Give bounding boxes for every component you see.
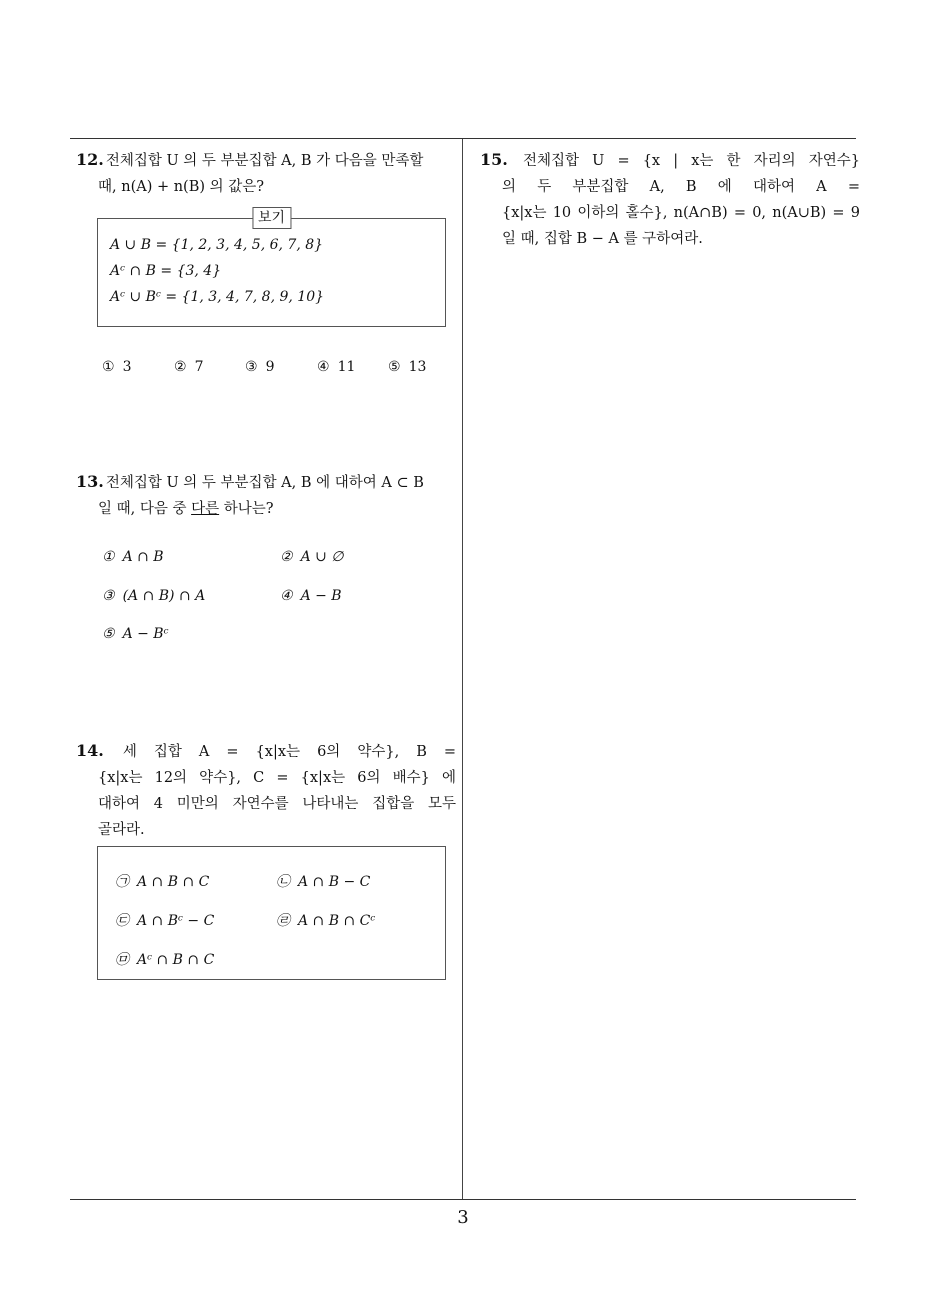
question-15	[480, 147, 860, 252]
page-number: 3	[457, 1207, 469, 1228]
choice-3[interactable]: ③ 9	[245, 359, 275, 375]
question-14	[76, 738, 456, 843]
question-text-line4: 골라라.	[98, 822, 145, 838]
choice-1[interactable]: ① 3	[102, 359, 132, 375]
option-3[interactable]: ㉢ A ∩ Bᶜ − C	[115, 913, 215, 929]
question-text-line1: 전체집합 U = {x | x는 한 자리의 자연수}	[522, 153, 860, 169]
question-text-line3: 대하여 4 미만의 자연수를 나타내는 집합을 모두	[98, 796, 456, 812]
choice-2[interactable]: ② 7	[174, 359, 204, 375]
choice-5[interactable]: ⑤ A − Bᶜ	[102, 626, 169, 642]
top-rule	[70, 138, 856, 139]
option-4[interactable]: ㉣ A ∩ B ∩ Cᶜ	[276, 913, 376, 929]
bogi-line: Aᶜ ∩ B = {3, 4}	[110, 263, 222, 279]
column-divider	[462, 139, 463, 1199]
choice-2[interactable]: ② A ∪ ∅	[280, 549, 344, 565]
question-text-line1: 세 집합 A = {x|x는 6의 약수}, B =	[122, 744, 457, 760]
question-12	[76, 147, 456, 200]
question-13: 13. 전체집합 U 의 두 부분집합 A, B 에 대하여 A ⊂ B 일 때, 다음 중 다른 하나는?	[76, 472, 424, 517]
options-box	[97, 846, 446, 980]
choice-3[interactable]: ③ (A ∩ B) ∩ A	[102, 588, 206, 604]
q13-choices	[102, 549, 452, 649]
question-number: 13.	[76, 472, 104, 491]
question-text-line2: 의 두 부분집합 A, B 에 대하여 A =	[502, 179, 860, 195]
question-number: 14.	[76, 741, 104, 760]
choice-4[interactable]: ④ 11	[317, 359, 356, 375]
bogi-line: Aᶜ ∪ Bᶜ = {1, 3, 4, 7, 8, 9, 10}	[110, 289, 325, 305]
question-text-line3: {x|x는 10 이하의 홀수}, n(A∩B) = 0, n(A∪B) = 9	[502, 205, 860, 221]
bogi-box	[97, 210, 446, 327]
option-5[interactable]: ㉤ Aᶜ ∩ B ∩ C	[115, 952, 215, 968]
question-text-line2: 일 때, 다음 중	[98, 501, 192, 517]
choice-4[interactable]: ④ A − B	[280, 588, 342, 604]
option-2[interactable]: ㉡ A ∩ B − C	[276, 874, 371, 890]
underlined-word: 다른	[191, 501, 220, 517]
question-number: 12.	[76, 150, 104, 169]
bogi-line: A ∪ B = {1, 2, 3, 4, 5, 6, 7, 8}	[110, 237, 324, 253]
bogi-title: 보기	[252, 207, 291, 229]
question-text-line1: 전체집합 U 의 두 부분집합 A, B 가 다음을 만족할	[105, 153, 424, 169]
choice-5[interactable]: ⑤ 13	[388, 359, 427, 375]
question-text-line4: 일 때, 집합 B − A 를 구하여라.	[502, 231, 703, 247]
question-number: 15.	[480, 150, 508, 169]
option-1[interactable]: ㉠ A ∩ B ∩ C	[115, 874, 210, 890]
bottom-rule	[70, 1199, 856, 1200]
q12-choices	[102, 359, 452, 383]
question-text-line2: 때, n(A) + n(B) 의 값은?	[98, 179, 265, 195]
question-text-line1: 전체집합 U 의 두 부분집합 A, B 에 대하여 A ⊂ B	[105, 475, 424, 491]
question-text-line2: {x|x는 12의 약수}, C = {x|x는 6의 배수} 에	[98, 770, 456, 786]
choice-1[interactable]: ① A ∩ B	[102, 549, 164, 565]
